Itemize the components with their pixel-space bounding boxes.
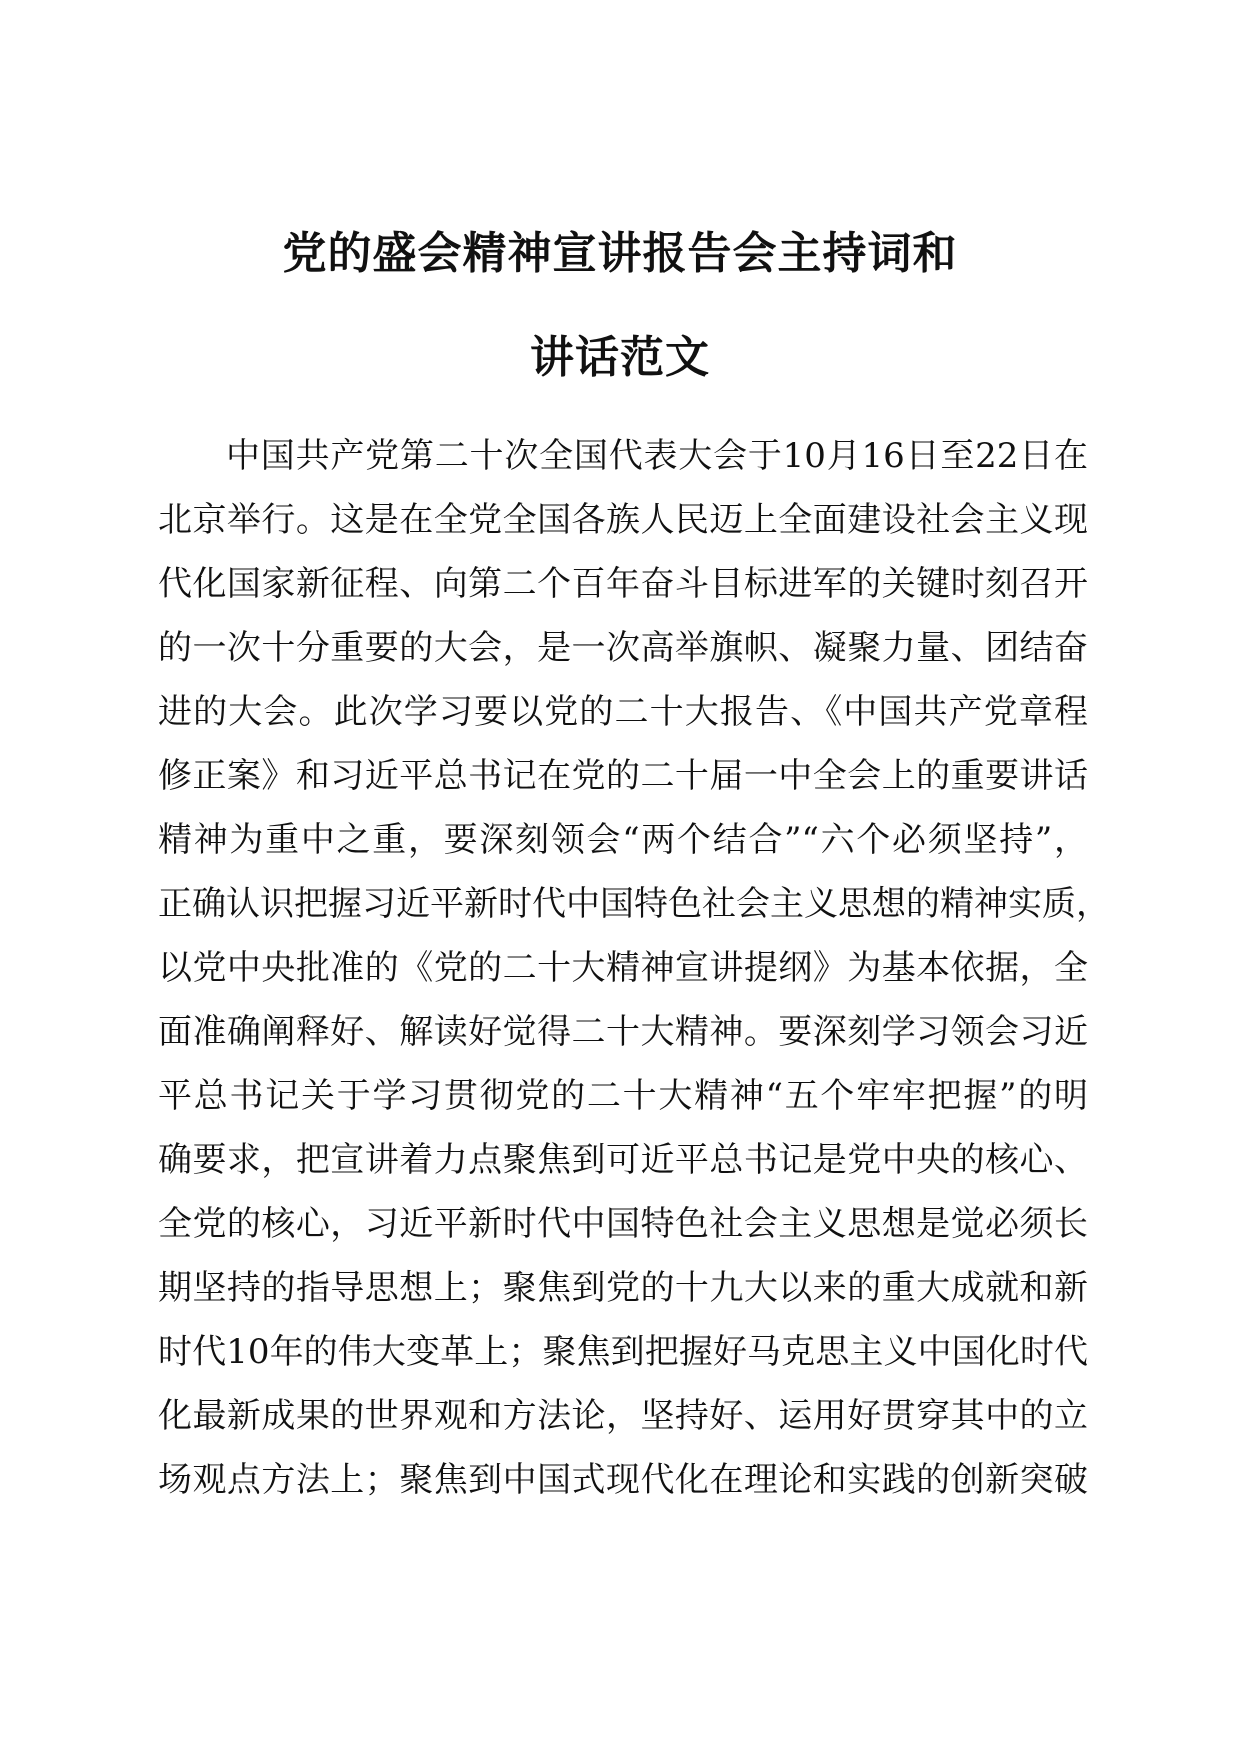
paragraph-line: 场观点方法上；聚焦到中国式现代化在理论和实践的创新突破 — [158, 1460, 1088, 1500]
paragraph-line: 平总书记关于学习贯彻党的二十大精神“五个牢牢把握”的明 — [158, 1076, 1088, 1116]
paragraph-line: 确要求，把宣讲着力点聚焦到可近平总书记是党中央的核心、 — [158, 1140, 1088, 1180]
paragraph-line: 代化国家新征程、向第二个百年奋斗目标进军的关键时刻召开 — [158, 564, 1088, 604]
paragraph-line: 精神为重中之重，要深刻领会“两个结合”“六个必须坚持”， — [158, 820, 1088, 860]
paragraph-line: 的一次十分重要的大会，是一次高举旗帜、凝聚力量、团结奋 — [158, 628, 1088, 668]
paragraph-line: 时代10年的伟大变革上；聚焦到把握好马克思主义中国化时代 — [158, 1332, 1088, 1372]
document-title-line-2: 讲话范文 — [530, 332, 710, 383]
paragraph-line: 进的大会。此次学习要以党的二十大报告、《中国共产党章程 — [158, 692, 1088, 732]
document-title-line-1: 党的盛会精神宣讲报告会主持词和 — [282, 228, 958, 279]
paragraph-line: 正确认识把握习近平新时代中国特色社会主义思想的精神实质， — [158, 884, 1110, 924]
paragraph-line: 化最新成果的世界观和方法论，坚持好、运用好贯穿其中的立 — [158, 1396, 1088, 1436]
paragraph-line: 全党的核心，习近平新时代中国特色社会主义思想是觉必须长 — [158, 1204, 1088, 1244]
paragraph-line: 期坚持的指导思想上；聚焦到党的十九大以来的重大成就和新 — [158, 1268, 1088, 1308]
paragraph-line: 中国共产党第二十次全国代表大会于10月16日至22日在 — [226, 436, 1088, 476]
paragraph-line: 面准确阐释好、解读好觉得二十大精神。要深刻学习领会习近 — [158, 1012, 1088, 1052]
paragraph-line: 以党中央批准的《党的二十大精神宣讲提纲》为基本依据，全 — [158, 948, 1088, 988]
paragraph-line: 北京举行。这是在全党全国各族人民迈上全面建设社会主义现 — [158, 500, 1088, 540]
paragraph-line: 修正案》和习近平总书记在党的二十届一中全会上的重要讲话 — [158, 756, 1088, 796]
body-paragraph — [158, 424, 1110, 1512]
